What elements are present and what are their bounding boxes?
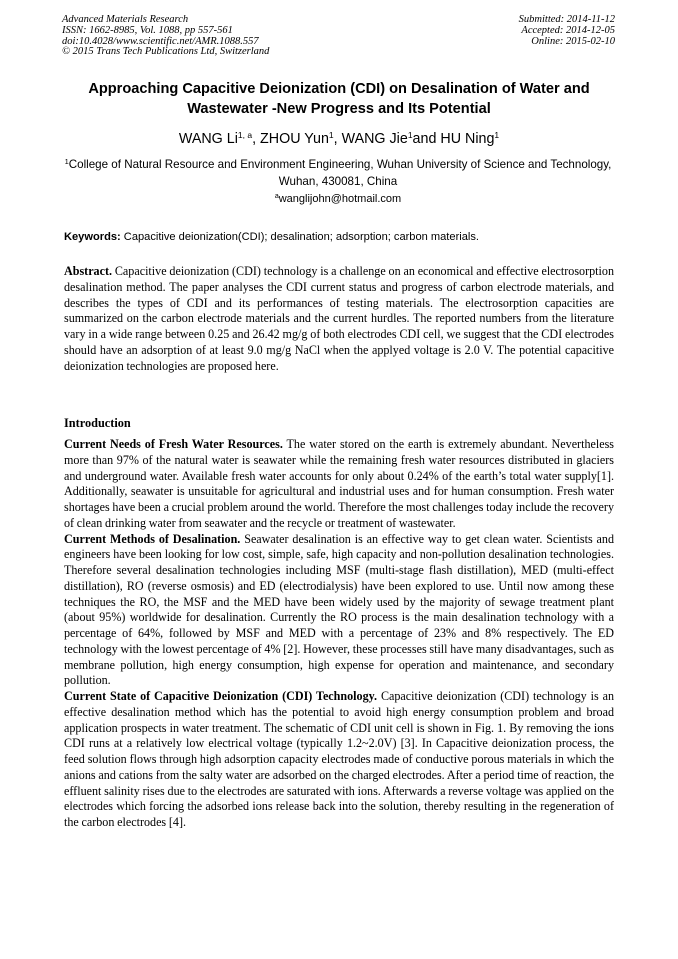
submitted-date: Submitted: 2014-11-12	[518, 14, 615, 25]
submission-dates	[519, 15, 615, 47]
section-paragraph	[64, 437, 614, 532]
section-text: The water stored on the earth is extremely abundant. Nevertheless more than 97% of the natural water is seawater while the remaining fresh water resources distributed in glaciers and underground water. Available fresh water accounts for only about 0.24% of the earth’s total water supply[1]. Additionally, seawater is unsuitable for agricultural and industrial uses and for human consumption. Fresh water shortages have been a crucial problem around the world. Therefore the most challenges today include the recovery of clean drinking water from seawater and the recycle or treatment of wastewater.	[64, 437, 615, 530]
author-affiliation-mark: 1	[407, 130, 413, 140]
author-name: WANG Li	[178, 131, 238, 147]
journal-issn: ISSN: 1662-8985, Vol. 1088, pp 557-561	[62, 24, 233, 36]
section-paragraph	[64, 532, 614, 690]
author-name: ZHOU Yun	[260, 131, 329, 147]
section-run-in-heading: Current State of Capacitive Deionization (CDI) Technology.	[64, 689, 378, 703]
online-date: Online: 2015-02-10	[531, 35, 615, 47]
author-list	[52, 130, 626, 148]
abstract-text: Capacitive deionization (CDI) technology is a challenge on an economical and effective electrosorption desalination method. The paper analyses the CDI current status and progress of carbon electrode materials, and describes the types of CDI and its performances of testing materials. The electrosorption capacities are summarized on the carbon electrode materials and the current hurdles. The reported numbers from the literature vary in a wide range between 0.25 and 26.42 mg/g of both electrodes CDI cell, we suggest that the CDI electrodes should have an adsorption of at least 9.0 mg/g NaCl when the applyed voltage is 2.0 V. The potential capacitive deionization technologies are proposed here.	[64, 264, 614, 373]
email-address[interactable]: wanglijohn@hotmail.com	[278, 193, 402, 205]
keywords-text: Capacitive deionization(CDI); desalination; adsorption; carbon materials.	[120, 231, 479, 243]
section-text: Seawater desalination is an effective way to get clean water. Scientists and engineers have been looking for low cost, simple, safe, high capacity and non-pollution desalination technologies. Therefore several desalination technologies including MSF (multi-stage flash distillation), MED (multi-effect distillation), RO (reverse osmosis) and ED (electrodialysis) have been explored to use. Until now among these techniques the RO, the MSF and the MED have been widely used by the majority of sewage treatment plant (about 95%) worldwide for desalination. Currently the RO process is the main desalination technology with a percentage of 64%, followed by MSF and MED with a percentage of 23% and 8% respectively. The ED technology with the lowest percentage of 4% [2]. However, these processes still have many disadvantages, such as membrane pollution, high energy consumption, high expense for operation and maintenance, and secondary pollution.	[64, 531, 614, 688]
paper-title: Approaching Capacitive Deionization (CDI) on Desalination of Water and Wastewater -New Progress and Its Potential	[88, 81, 590, 117]
affiliation-mark: 1	[64, 157, 69, 166]
abstract	[64, 264, 614, 374]
email-mark: a	[274, 193, 279, 200]
section-paragraph	[64, 689, 614, 831]
author-separator: and	[412, 131, 441, 147]
section-run-in-heading: Current Needs of Fresh Water Resources.	[64, 437, 283, 451]
affiliation-text: College of Natural Resource and Environment Engineering, Wuhan University of Science and Technology, Wuhan, 430081, China	[68, 158, 612, 188]
author-separator: ,	[252, 131, 261, 147]
introduction-heading: Introduction	[64, 416, 131, 430]
keywords	[64, 230, 616, 244]
author-affiliation-mark: 1	[494, 130, 500, 140]
keywords-label: Keywords:	[64, 231, 121, 243]
introduction-body	[64, 437, 614, 831]
journal-name: Advanced Materials Research	[62, 14, 189, 25]
affiliation	[62, 157, 614, 190]
journal-doi: doi:10.4028/www.scientific.net/AMR.1088.557	[62, 35, 259, 47]
section-run-in-heading: Current Methods of Desalination.	[64, 531, 241, 546]
author-name: HU Ning	[440, 131, 495, 147]
author-name: WANG Jie	[341, 131, 408, 147]
author-separator: ,	[333, 131, 342, 147]
author-affiliation-mark: 1	[328, 130, 334, 140]
abstract-label: Abstract.	[64, 264, 113, 278]
section-text: Capacitive deionization (CDI) technology is an effective desalination method which has the potential to avoid high energy consumption problem and broad application prospects in water treatment. The schematic of CDI unit cell is shown in Fig. 1. By removing the ions CDI runs at a relatively low electrical voltage (typically 1.2~2.0V) [3]. In Capacitive deionization process, the feed solution flows through high adsorption capacity electrodes made of conductive porous materials in which the anions and cations from the salty water are adsorbed on the charged electrodes. After a period time of reaction, the effluent salinity rises due to the electrodes are saturated with ions. Afterwards a reverse voltage was applied on the electrodes which forcing the adsorbed ions release back into the solution, thereby resulting in the regeneration of the carbon electrodes [4].	[64, 689, 614, 829]
accepted-date: Accepted: 2014-12-05	[521, 24, 615, 36]
journal-copyright: © 2015 Trans Tech Publications Ltd, Switzerland	[62, 46, 270, 58]
journal-header	[62, 15, 269, 58]
author-affiliation-mark: 1, a	[237, 130, 253, 140]
corresponding-email	[62, 192, 614, 207]
